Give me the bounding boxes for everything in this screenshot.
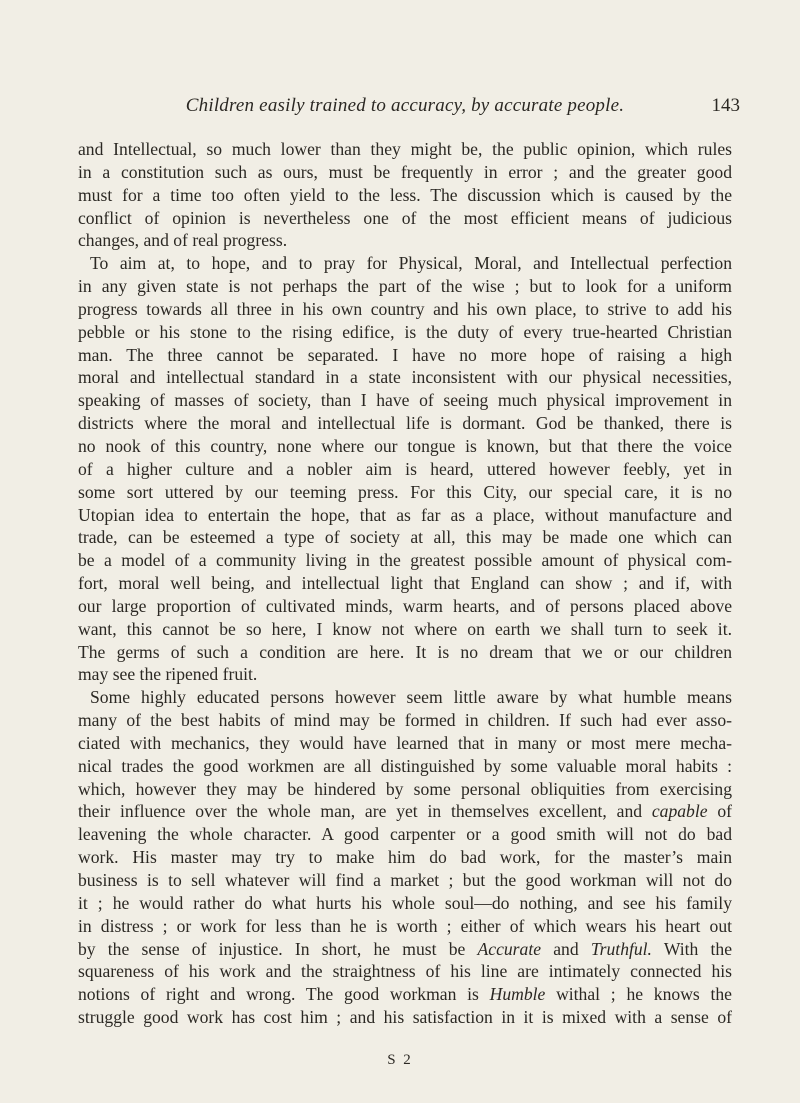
text-line: struggle good work has cost him ; and his satisfaction in it is mixed with a sense of <box>78 1007 732 1028</box>
text-line: ciated with mechanics, they would have learned that in many or most mere mecha- <box>78 732 732 753</box>
italic-word: Accurate <box>477 938 542 959</box>
text-line: notions of right and wrong. The good workman is Humble withal ; he knows the <box>78 984 732 1005</box>
text-line: business is to sell whatever will find a market ; but the good workman will not do <box>78 870 732 890</box>
text-line: in distress ; or work for less than he is worth ; either of which wears his heart out <box>78 915 732 936</box>
text-line: in a constitution such as ours, must be frequently in error ; and the greater good <box>78 161 732 182</box>
text-line: no nook of this country, none where our tongue is known, but that there the voice <box>78 435 732 456</box>
text-line: man. The three cannot be separated. I have no more hope of raising a high <box>78 344 732 365</box>
body-text <box>78 138 732 1029</box>
text-line: leavening the whole character. A good carpenter or a good smith will not do bad <box>78 824 732 845</box>
text-line: trade, can be esteemed a type of society at all, this may be made one which can <box>78 527 732 548</box>
text-line: their influence over the whole man, are yet in themselves excellent, and capable of <box>78 801 733 822</box>
text-line: speaking of masses of society, than I have of seeing much physical improvement in <box>78 390 732 411</box>
text-line: be a model of a community living in the greatest possible amount of physical com- <box>78 550 732 571</box>
text-line: by the sense of injustice. In short, he must be Accurate and Truthful. With the <box>78 938 733 959</box>
text-line: Utopian idea to entertain the hope, that as far as a place, without manufacture and <box>78 504 732 525</box>
text-line: it ; he would rather do what hurts his whole soul—do nothing, and see his family <box>78 892 732 913</box>
text-line: of a higher culture and a nobler aim is heard, uttered however feebly, yet in <box>78 458 732 479</box>
text-line: some sort uttered by our teeming press. For this City, our special care, it is no <box>78 481 732 502</box>
text-line: To aim at, to hope, and to pray for Physical, Moral, and Intellectual perfection <box>90 253 732 274</box>
running-head <box>70 95 740 123</box>
text-line: The germs of such a condition are here. It is no dream that we or our children <box>78 641 732 662</box>
running-head-title: Children easily trained to accuracy, by accurate people. <box>185 95 625 116</box>
page-number: 143 <box>711 95 740 116</box>
text-line: moral and intellectual standard in a state inconsistent with our physical necessities, <box>78 367 732 388</box>
text-line: which, however they may be hindered by some personal obliquities from exercising <box>78 778 732 799</box>
text-line: changes, and of real progress. <box>78 230 288 251</box>
text-line: want, this cannot be so here, I know not where on earth we shall turn to seek it. <box>78 618 732 639</box>
italic-word: Truthful. <box>590 938 652 959</box>
text-line: progress towards all three in his own country and his own place, to strive to add his <box>78 298 732 319</box>
text-line: many of the best habits of mind may be formed in children. If such had ever asso- <box>78 710 732 731</box>
text-line: squareness of his work and the straightness of his line are intimately connected his <box>78 961 732 982</box>
signature-mark: S 2 <box>387 1052 413 1068</box>
text-line: fort, moral well being, and intellectual light that England can show ; and if, with <box>78 573 732 594</box>
text-line: our large proportion of cultivated minds, warm hearts, and of persons placed above <box>78 595 732 616</box>
text-line: districts where the moral and intellectual life is dormant. God be thanked, there is <box>78 413 732 434</box>
text-line: conflict of opinion is nevertheless one of the most efficient means of judicious <box>78 207 732 228</box>
text-line: pebble or his stone to the rising edifice, is the duty of every true-hearted Christian <box>78 321 732 342</box>
italic-word: capable <box>651 801 708 822</box>
text-line: may see the ripened fruit. <box>78 664 258 685</box>
text-line: work. His master may try to make him do bad work, for the master’s main <box>78 847 732 868</box>
text-line: nical trades the good workmen are all distinguished by some valuable moral habits : <box>78 755 732 776</box>
text-line: in any given state is not perhaps the part of the wise ; but to look for a uniform <box>78 276 732 297</box>
text-line: and Intellectual, so much lower than they might be, the public opinion, which rules <box>78 139 732 159</box>
text-line: Some highly educated persons however seem little aware by what humble means <box>90 687 732 708</box>
italic-word: Humble <box>489 984 546 1005</box>
text-line: must for a time too often yield to the less. The discussion which is caused by the <box>78 184 732 205</box>
